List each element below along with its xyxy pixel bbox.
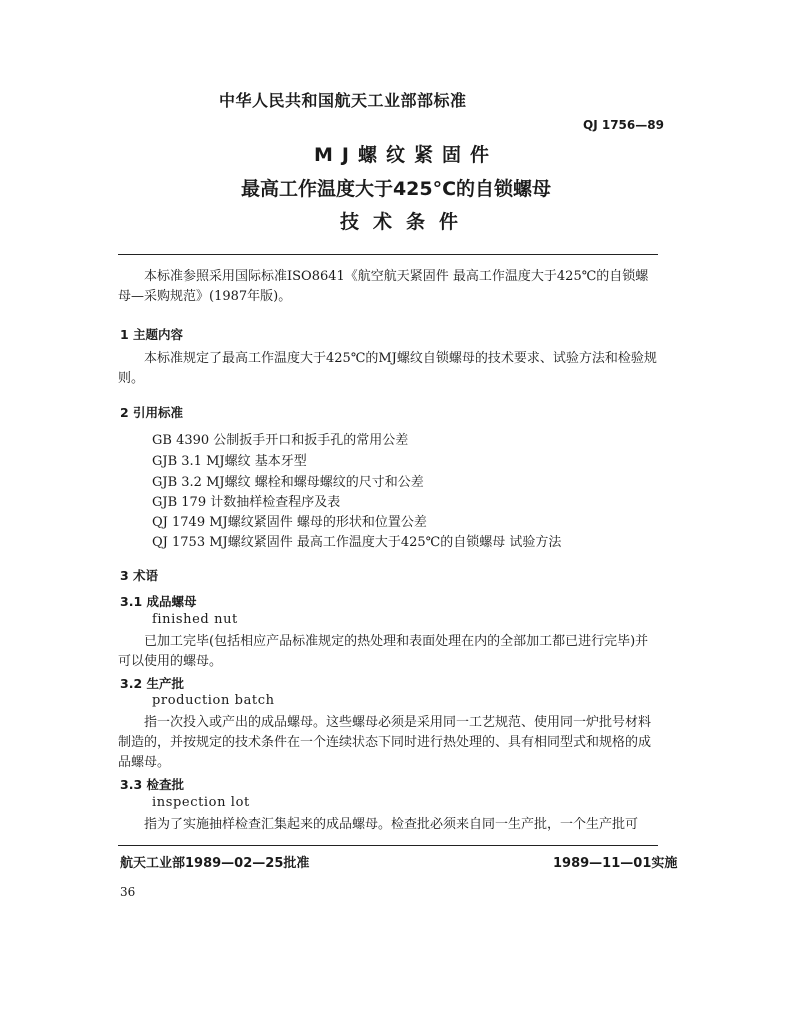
reference-item: GB 4390 公制扳手开口和扳手孔的常用公差 [152, 433, 409, 448]
reference-item: GJB 3.1 MJ螺纹 基本牙型 [152, 454, 307, 469]
title-line-3: 技术条件 [339, 211, 472, 233]
section-3-3-text: 指为了实施抽样检查汇集起来的成品螺母。检查批必须来自同一生产批，一个生产批可 [144, 817, 639, 832]
section-3-1-english-term: finished nut [152, 612, 238, 627]
section-2-heading: 2 引用标准 [120, 405, 184, 420]
approval-date: 航天工业部1989—02—25批准 [120, 856, 310, 871]
title-line-1: MJ螺纹紧固件 [314, 144, 498, 166]
section-3-1-heading: 3.1 成品螺母 [120, 594, 197, 609]
reference-item: QJ 1753 MJ螺纹紧固件 最高工作温度大于425℃的自锁螺母 试验方法 [152, 535, 562, 550]
section-1-text: 本标准规定了最高工作温度大于425℃的MJ螺纹自锁螺母的技术要求、试验方法和检验规则。 [118, 351, 657, 386]
header-divider [118, 254, 658, 255]
section-3-heading: 3 术语 [120, 568, 159, 583]
reference-item: QJ 1749 MJ螺纹紧固件 螺母的形状和位置公差 [152, 515, 427, 530]
section-1-heading: 1 主题内容 [120, 327, 184, 342]
issuing-organization: 中华人民共和国航天工业部部标准 [219, 91, 467, 110]
section-3-3-heading: 3.3 检查批 [120, 777, 184, 792]
effective-date: 1989—11—01实施 [553, 856, 678, 871]
page-number: 36 [120, 885, 136, 899]
footer-divider [118, 845, 658, 846]
title-line-2: 最高工作温度大于425°C的自锁螺母 [240, 178, 552, 200]
intro-paragraph: 本标准参照采用国际标准ISO8641《航空航天紧固件 最高工作温度大于425℃的自锁螺母—采购规范》(1987年版)。 [118, 269, 649, 304]
standard-code: QJ 1756—89 [583, 118, 664, 132]
section-3-3-english-term: inspection lot [152, 795, 250, 810]
section-3-2-text: 指一次投入或产出的成品螺母。这些螺母必须是采用同一工艺规范、使用同一炉批号材料制造的，并按规定的技术条件在一个连续状态下同时进行热处理的、具有相同型式和规格的成品螺母。 [118, 715, 652, 770]
reference-item: GJB 3.2 MJ螺纹 螺栓和螺母螺纹的尺寸和公差 [152, 475, 424, 490]
section-3-2-heading: 3.2 生产批 [120, 676, 184, 691]
section-3-2-english-term: production batch [152, 693, 275, 708]
section-3-1-text: 已加工完毕(包括相应产品标准规定的热处理和表面处理在内的全部加工都已进行完毕)并可以使用的螺母。 [118, 634, 649, 669]
reference-item: GJB 179 计数抽样检查程序及表 [152, 495, 341, 510]
